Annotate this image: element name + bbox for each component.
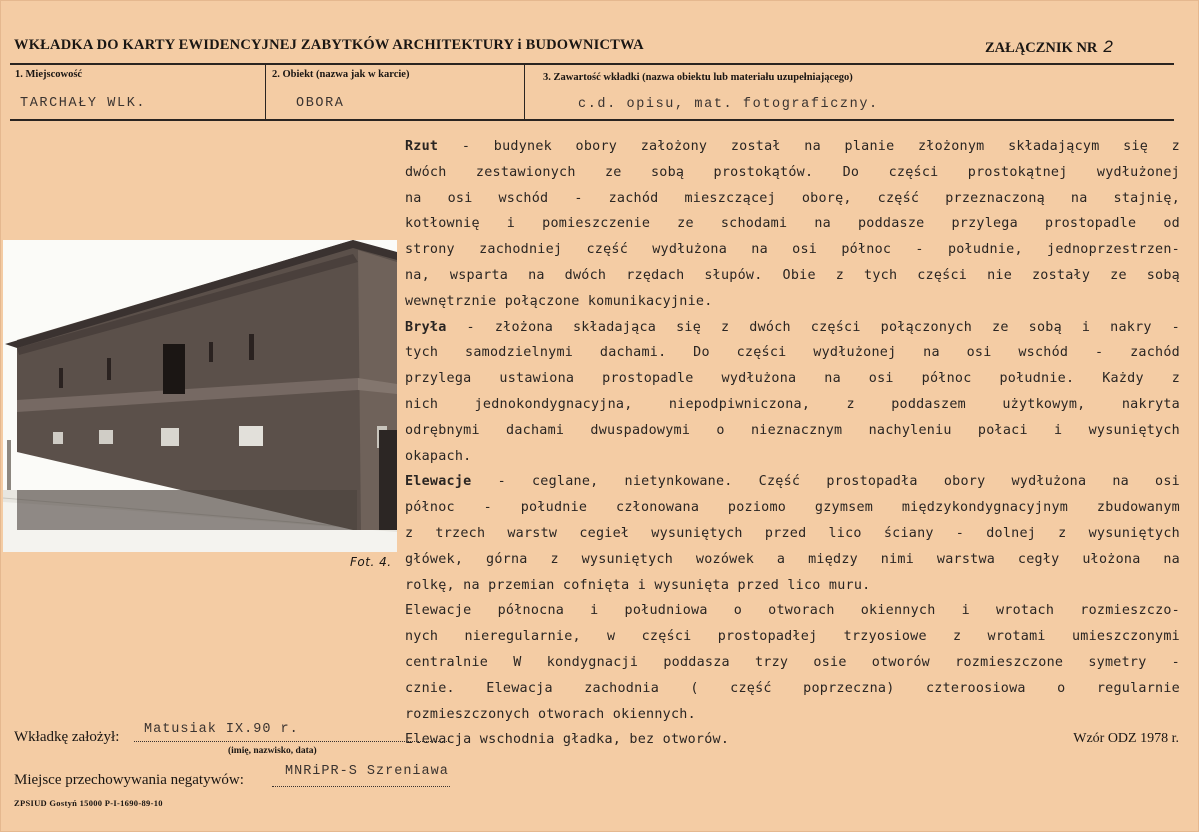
description-line [405,521,1180,547]
description-line [405,289,1180,315]
negatives-label: Miejsce przechowywania negatywów: [14,772,244,788]
description-line-text: kotłownię i pomieszczenie ze schodami na poddasze przylega prostopadle od [405,216,1180,232]
header-rule [10,63,1174,65]
printer-imprint: ZPSIUD Gostyń 15000 P-I-1690-89-10 [14,798,163,808]
card-title: WKŁADKA DO KARTY EWIDENCYJNEJ ZABYTKÓW ARCHITEKTURY i BUDOWNICTWA [14,37,644,53]
description-line-text: na, wsparta na dwóch rzędach słupów. Obie z tych części nie zostały ze sobą [405,267,1180,283]
field-divider-1 [265,64,266,120]
description-line [405,340,1180,366]
description-line-text: północ - południe członowana poziomo gzymsem międzykondygnacyjnym zbudowanym [405,500,1180,516]
description-line [405,676,1180,702]
fields-bottom-rule [10,119,1174,121]
description-line-text: - ceglane, nietynkowane. Część prostopadła obory wydłużona na osi [471,474,1180,490]
description-line-text: dwóch zestawionych ze sobą prostokątów. Do części prostokątnej wydłużonej [405,164,1180,180]
inserted-by-label: Wkładkę założył: [14,729,120,745]
description-line-text: wewnętrznie połączone komunikacyjnie. [405,293,713,309]
attachment-number [985,37,1113,57]
negatives-line [272,786,450,787]
barn-photo [3,240,397,552]
section-keyword: Rzut [405,139,439,154]
description-line [405,211,1180,237]
description-line-text: okapach. [405,448,472,464]
description-line-text: na osi wschód - zachód mieszczącej oborę, część przeznaczoną na stajnię, [405,190,1180,206]
description-line [405,495,1180,521]
description-line [405,598,1180,624]
description-text [405,134,1180,753]
description-line [405,650,1180,676]
description-line [405,624,1180,650]
description-line-text: nich jednokondygnacyjna, niepodpiwniczona, z poddaszem użytkowym, nakryta [405,396,1180,412]
description-line [405,444,1180,470]
locality-label: 1. Miejscowość [15,69,83,80]
description-line-text: - budynek obory założony został na planie złożonym składającym się z [438,139,1180,154]
description-line-text: główek, górna z wysuniętych wozówek a między nimi warstwa cegły ułożona na [405,551,1180,567]
description-line-text: strony zachodniej część wydłużona na osi północ - południe, jednoprzestrzen- [405,242,1180,258]
description-line-text: tych samodzielnymi dachami. Do części wydłużonej na osi wschód - zachód [405,345,1180,361]
description-line-text: przylega ustawiona prostopadle wydłużona na osi północ południe. Każdy z [405,371,1180,387]
description-line [405,160,1180,186]
description-line [405,186,1180,212]
photo-caption: Fot. 4. [350,555,392,569]
description-line-text: cznie. Elewacja zachodnia ( część poprzeczna) czteroosiowa o regularnie [405,680,1180,696]
description-line [405,418,1180,444]
content-value: c.d. opisu, mat. fotograficzny. [578,97,879,112]
description-line-text: rolkę, na przemian cofnięta i wysunięta przed lico muru. [405,577,871,593]
inserted-by-line [134,741,449,742]
description-line-text: z trzech warstw cegieł wysuniętych przed lico ściany - dolnej z wysuniętych [405,525,1180,541]
description-line-text: Elewacja wschodnia gładka, bez otworów. [405,732,730,748]
description-line [405,315,1180,341]
description-line-text: centralnie W kondygnacji poddasza trzy osie otworów rozmieszczone symetry - [405,654,1180,670]
locality-value: TARCHAŁY WLK. [20,96,147,111]
object-value: OBORA [296,96,345,111]
description-line [405,469,1180,495]
description-line-text: nych nieregularnie, w części prostopadłej trzyosiowe z wrotami umieszczonymi [405,629,1180,645]
description-line [405,702,1180,728]
description-line-text: rozmieszczonych otworach okiennych. [405,706,696,722]
description-line-text: odrębnymi dachami dwuspadowymi o nieznacznym nachyleniu połaci i wysuniętych [405,422,1180,438]
description-line [405,237,1180,263]
inserted-by-value: Matusiak IX.90 r. [144,722,299,737]
section-keyword: Bryła [405,319,447,335]
description-line [405,263,1180,289]
description-line [405,727,1180,753]
description-line [405,547,1180,573]
section-keyword: Elewacje [405,474,472,490]
description-line [405,134,1180,160]
field-divider-2 [524,64,525,120]
attachment-label: ZAŁĄCZNIK NR [985,40,1098,56]
barn-photo-image [3,240,397,552]
content-label: 3. Zawartość wkładki (nazwa obiektu lub materiału uzupełniającego) [543,72,853,83]
description-line [405,573,1180,599]
description-line-text: Elewacje północna i południowa o otworach okiennych i wrotach rozmieszczo- [405,603,1180,619]
inserted-by-sub: (imię, nazwisko, data) [228,746,317,756]
negatives-value: MNRiPR-S Szreniawa [285,764,449,779]
object-label: 2. Obiekt (nazwa jak w karcie) [272,69,410,80]
form-pattern: Wzór ODZ 1978 r. [1073,731,1179,746]
attachment-number-value: 2 [1103,37,1113,56]
description-line-text: - złożona składająca się z dwóch części połączonych ze sobą i nakry - [446,319,1180,335]
description-line [405,392,1180,418]
description-line [405,366,1180,392]
